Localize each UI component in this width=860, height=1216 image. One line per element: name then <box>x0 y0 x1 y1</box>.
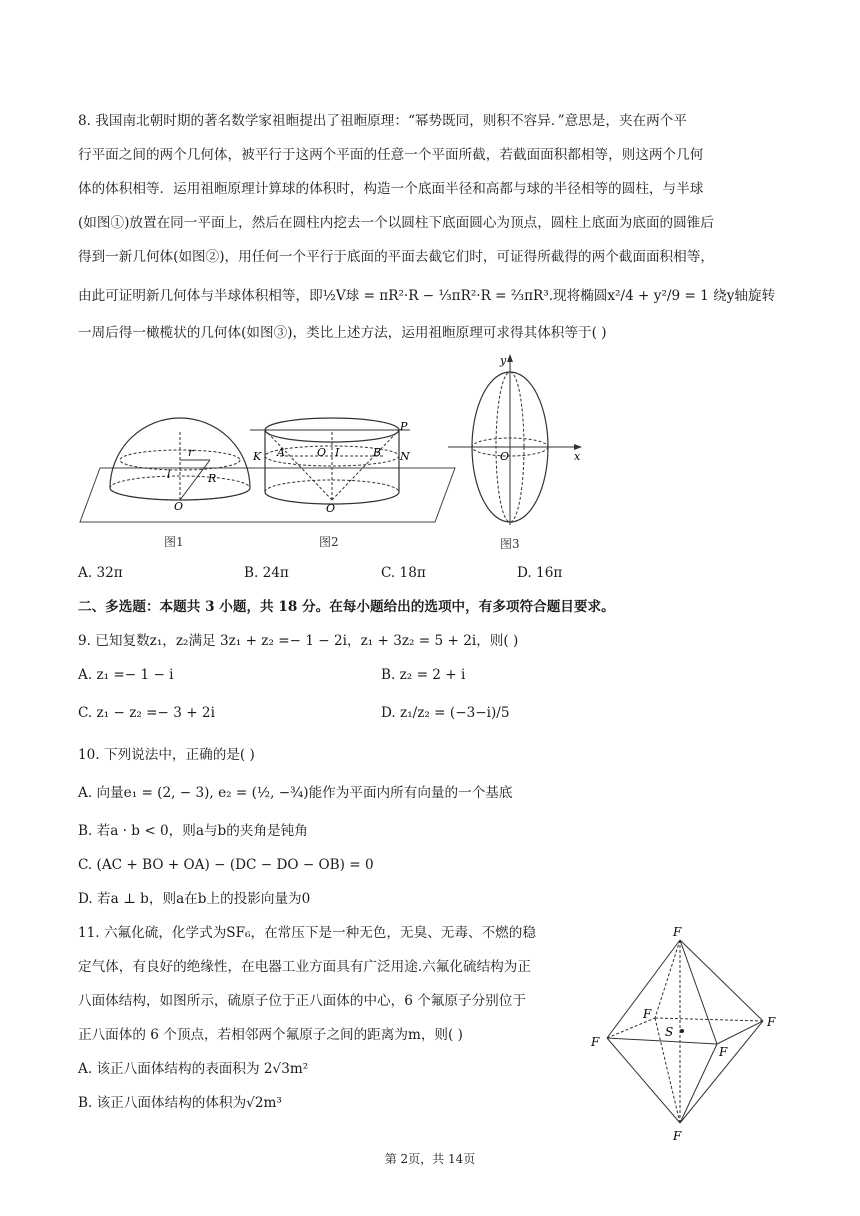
label-x: x <box>574 450 581 463</box>
figure-3-ellipsoid <box>448 354 582 525</box>
label-F-top: F <box>673 925 682 939</box>
q8-figures <box>70 350 600 560</box>
q9-option-b: B. z₂ = 2 + i <box>381 667 466 683</box>
q9-option-a: A. z₁ =− 1 − i <box>78 667 174 683</box>
label-B: B <box>373 446 382 459</box>
q8-option-b: B. 24π <box>244 565 289 581</box>
label-N: N <box>400 450 410 463</box>
q8-line-4: (如图①)放置在同一平面上，然后在圆柱内挖去一个以圆柱下底面圆心为顶点，圆柱上底面为底面的圆锥后 <box>78 215 714 231</box>
label-O-fig2: O <box>317 446 327 459</box>
figure-2-cylinder <box>250 418 410 504</box>
label-R: R <box>208 472 217 485</box>
label-F-bottom: F <box>673 1129 682 1143</box>
q11-line-1: 11. 六氟化硫，化学式为SF₆，在常压下是一种无色，无臭、无毒、不燃的稳 <box>78 925 536 941</box>
page-footer: 第 2页，共 14页 <box>384 1152 476 1166</box>
q10-stem: 10. 下列说法中，正确的是( ) <box>78 747 255 763</box>
q8-option-c: C. 18π <box>381 565 426 581</box>
label-r: r <box>188 446 194 459</box>
label-F-right: F <box>767 1015 776 1029</box>
q10-option-c: C. (AC + BO + OA) − (DC − DO − OB) = 0 <box>78 857 374 873</box>
figure-3-caption: 图3 <box>500 537 520 551</box>
q8-option-a: A. 32π <box>78 565 123 581</box>
octahedron-figure <box>585 918 785 1148</box>
q8-option-d: D. 16π <box>517 565 563 581</box>
q8-line-6: 由此可证明新几何体与半球体积相等，即½V球 = πR²·R − ⅓πR²·R = ⅔πR³.现将椭圆x²/4 + y²/9 = 1 绕y轴旋转 <box>78 288 776 304</box>
label-A: A <box>277 446 285 459</box>
q8-line-5: 得到一新几何体(如图②)，用任何一个平行于底面的平面去截它们时，可证得所截得的两个截面面积相等， <box>78 249 714 265</box>
q10-option-b: B. 若a · b < 0，则a与b的夹角是钝角 <box>78 823 308 839</box>
q10-option-a: A. 向量e₁ = (2, − 3), e₂ = (½, −¾)能作为平面内所有向量的一个基底 <box>78 785 513 801</box>
q8-line-7: 一周后得一橄榄状的几何体(如图③)，类比上述方法，运用祖暅原理可求得其体积等于( ) <box>78 325 607 341</box>
label-I: I <box>335 446 340 459</box>
label-F-back: F <box>643 1007 652 1021</box>
section-2-heading: 二、多选题：本题共 3 小题，共 18 分。在每小题给出的选项中，有多项符合题目要求。 <box>78 599 615 615</box>
q9-option-d: D. z₁/z₂ = (−3−i)/5 <box>381 705 510 721</box>
q11-line-3: 八面体结构，如图所示，硫原子位于正八面体的中心，6 个氟原子分别位于 <box>78 993 526 1009</box>
center-point <box>680 1029 684 1033</box>
q8-line-2: 行平面之间的两个几何体，被平行于这两个平面的任意一个平面所截，若截面面积都相等，则这两个几何 <box>78 147 704 163</box>
q8-line-3: 体的体积相等．运用祖暅原理计算球的体积时，构造一个底面半径和高都与球的半径相等的圆柱，与半球 <box>78 181 704 197</box>
label-l: l <box>167 468 171 481</box>
label-O-fig2-bottom: O <box>326 502 336 515</box>
q9-stem: 9. 已知复数z₁，z₂满足 3z₁ + z₂ =− 1 − 2i，z₁ + 3z₂ = 5 + 2i，则( ) <box>78 633 519 649</box>
label-y: y <box>500 354 507 367</box>
label-K: K <box>253 450 262 463</box>
q11-option-a: A. 该正八面体结构的表面积为 2√3m² <box>78 1061 309 1077</box>
q10-option-d: D. 若a ⊥ b，则a在b上的投影向量为0 <box>78 891 311 907</box>
label-O-fig1: O <box>174 500 184 513</box>
label-F-front: F <box>719 1045 728 1059</box>
label-O-fig3: O <box>500 450 510 463</box>
figure-1-caption: 图1 <box>164 535 184 549</box>
figure-1-hemisphere <box>110 418 250 500</box>
q11-line-2: 定气体，有良好的绝缘性，在电器工业方面具有广泛用途.六氟化硫结构为正 <box>78 959 531 975</box>
q9-option-c: C. z₁ − z₂ =− 3 + 2i <box>78 705 215 721</box>
label-P: P <box>400 420 408 433</box>
q11-option-b: B. 该正八面体结构的体积为√2m³ <box>78 1095 282 1111</box>
figure-2-caption: 图2 <box>319 535 339 549</box>
label-F-left: F <box>591 1035 600 1049</box>
q11-line-4: 正八面体的 6 个顶点，若相邻两个氟原子之间的距离为m，则( ) <box>78 1027 463 1043</box>
label-S: S <box>665 1025 674 1039</box>
q8-line-1: 8. 我国南北朝时期的著名数学家祖暅提出了祖暅原理：“幂势既同，则积不容异．”意思是，夹在两个平 <box>78 113 687 129</box>
